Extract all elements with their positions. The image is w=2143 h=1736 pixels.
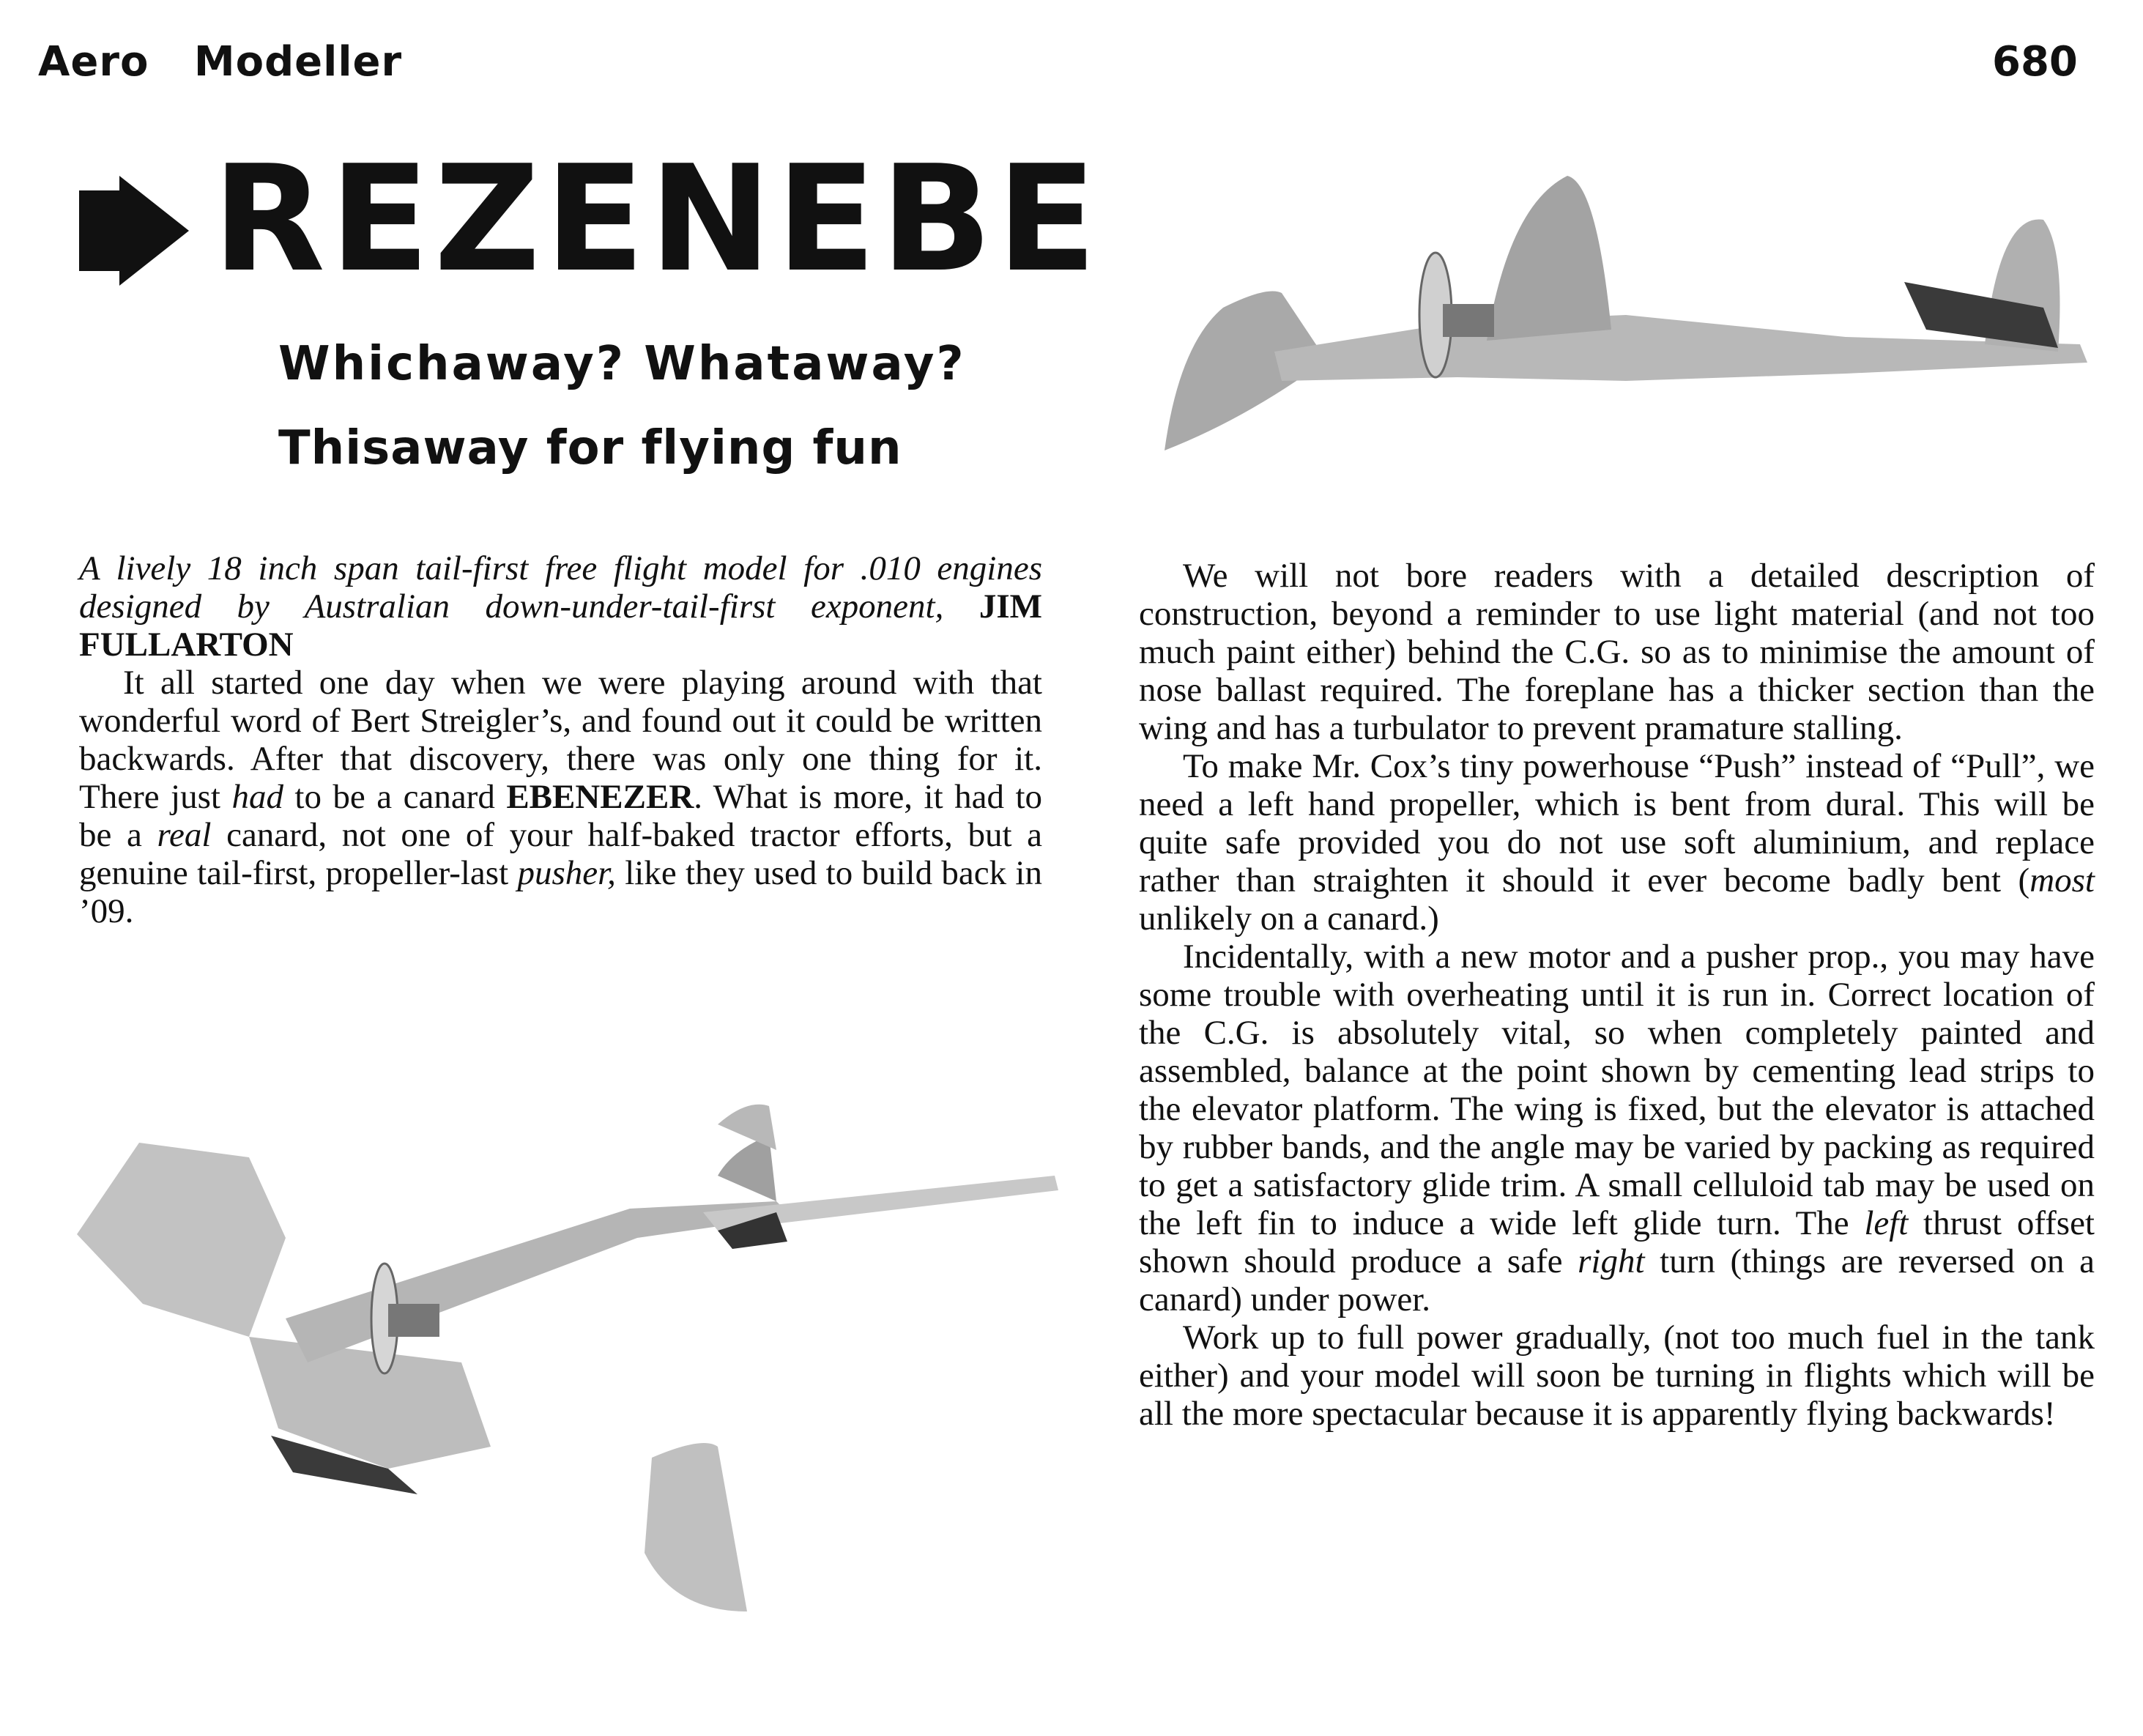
right-paragraph-2: To make Mr. Cox’s tiny powerhouse “Push” instead of “Pull”, we need a left hand propeller, which is bent from dural. This will be quite safe provided you do not use soft aluminium, and replace rather than straighten it should it ever become badly bent (most unlikely on a canard.) (1139, 747, 2095, 938)
model-side-view-photo (1113, 161, 2095, 469)
photo-fin-left (718, 1105, 776, 1150)
left-column (79, 549, 1042, 930)
article-subtitle-line2: Thisaway for flying fun (278, 421, 902, 475)
photo-elevator (703, 1135, 1058, 1249)
intro-text: A lively 18 inch span tail-first free flight model for .010 engines designed by Australian down-under-tail-first exponent, (79, 549, 1042, 626)
article-intro (79, 549, 1042, 664)
article-title: REZENEBE (212, 134, 1102, 305)
photo-fin-bottom (645, 1443, 747, 1611)
magazine-name: Aero Modeller (38, 38, 403, 86)
model-three-quarter-photo (73, 1084, 1069, 1633)
article-subtitle-line1: Whichaway? Whataway? (278, 337, 966, 391)
left-paragraph-1: It all started one day when we were playing around with that wonderful word of Bert Streigler’s, and found out it could be written backwards. After that discovery, there was only one thing for it. There just had to be a canard EBENEZER. What is more, it had to be a real canard, not one of your half-baked tractor efforts, but a genuine tail-first, propeller-last pusher, like they used to build back in ’09. (79, 664, 1043, 930)
author-name: JIM FULLARTON (79, 587, 1042, 664)
page-number: 680 (1992, 38, 2078, 86)
right-paragraph-4: Work up to full power gradually, (not too much fuel in the tank either) and your model will soon be turning in flights which will be all the more spectacular because it is apparently flying backwards! (1139, 1318, 2095, 1433)
arrow-right-icon (79, 176, 189, 286)
right-paragraph-3: Incidentally, with a new motor and a pusher prop., you may have some trouble with overheating until it is run in. Correct location of the C.G. is absolutely vital, so when completely painted and assembled, balance at the point shown by cementing lead strips to the elevator platform. The wing is fixed, but the elevator is attached by rubber bands, and the angle may be varied by packing as required to get a satisfactory glide trim. A small celluloid tab may be used on the left fin to induce a wide left glide turn. The left thrust offset shown should produce a safe right turn (things are reversed on a canard) under power. (1139, 938, 2095, 1318)
right-paragraph-1: We will not bore readers with a detailed description of construction, beyond a reminder to use light material (and not too much paint either) behind the C.G. so as to minimise the amount of nose ballast required. The foreplane has a thicker section than the wing and has a turbulator to prevent pramature stalling. (1139, 557, 2095, 747)
photo-fin-rear (1904, 219, 2060, 352)
right-column (1139, 557, 2095, 1433)
photo-fin-front (1487, 176, 1611, 341)
